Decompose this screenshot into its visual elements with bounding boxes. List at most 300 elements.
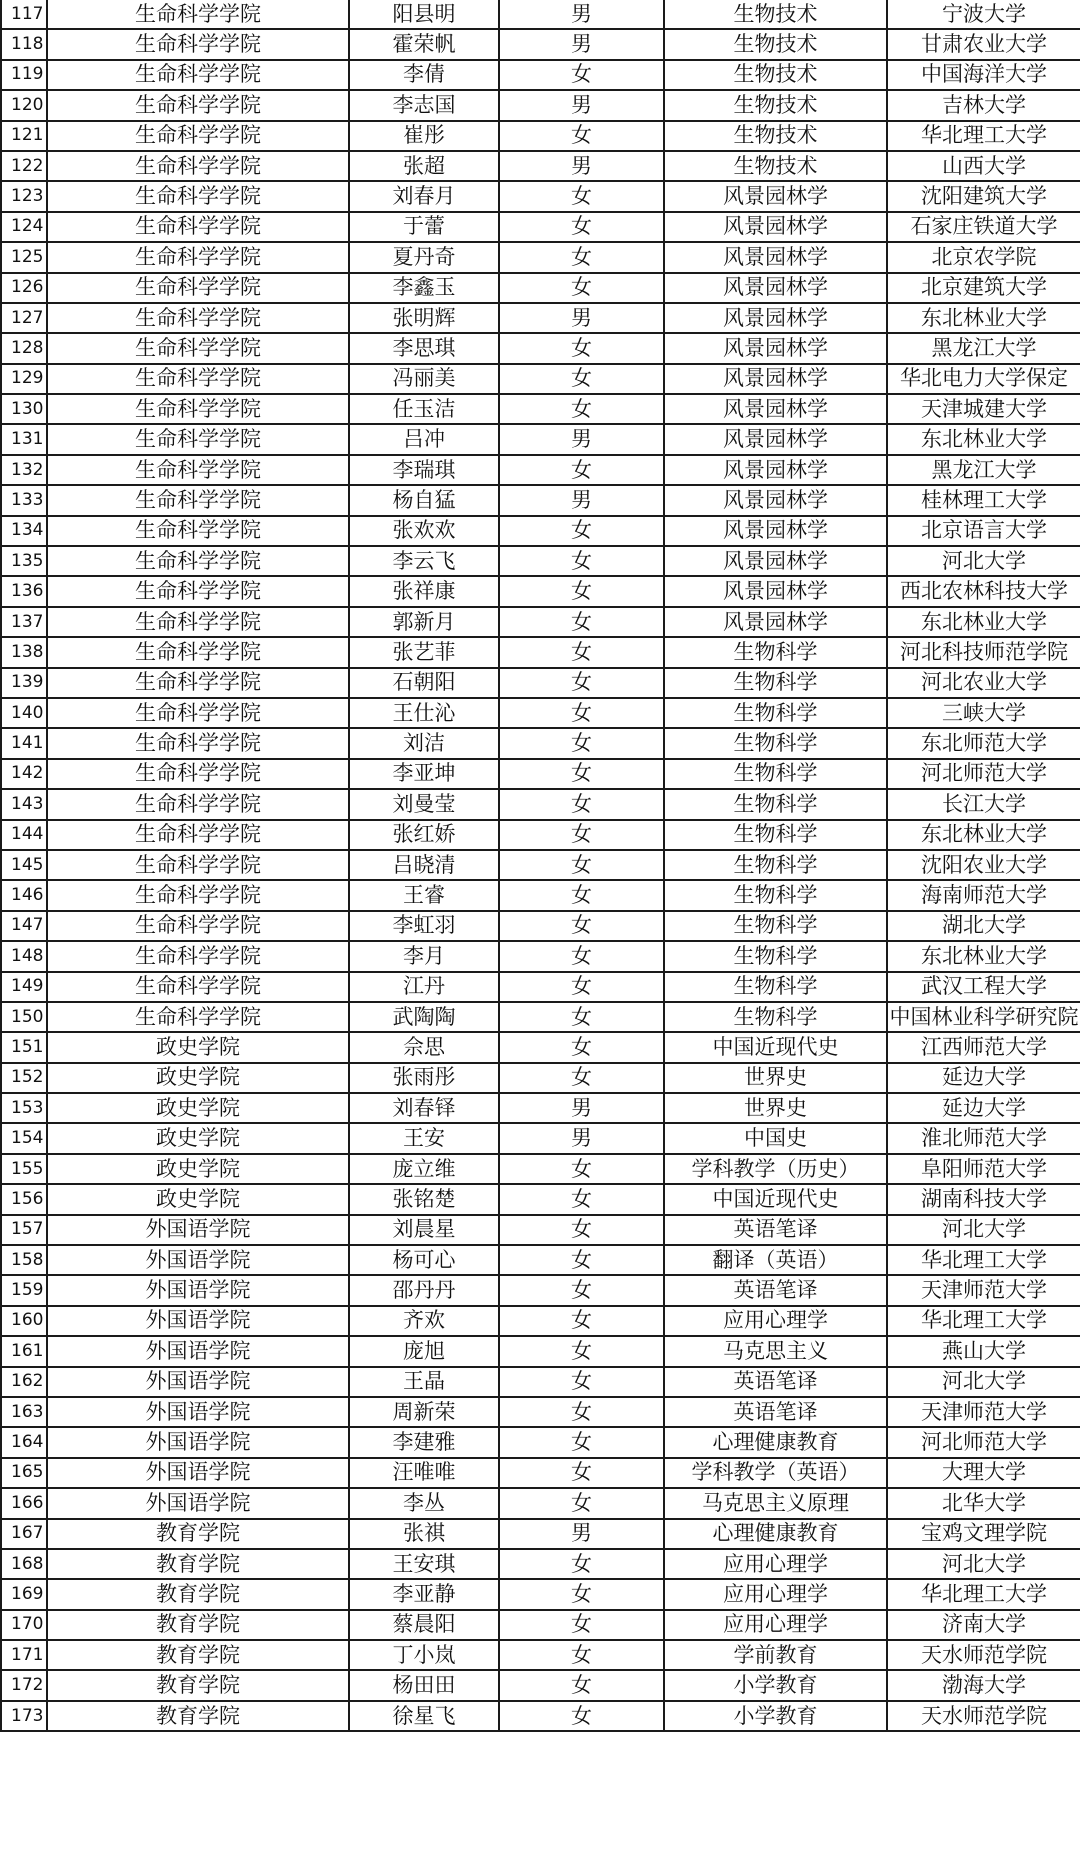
- student-name-cell: 李倩: [349, 60, 499, 90]
- school-cell: 山西大学: [887, 151, 1080, 181]
- row-number: 170: [1, 1610, 47, 1640]
- major-cell: 风景园林学: [664, 424, 887, 454]
- school-cell: 北京语言大学: [887, 516, 1080, 546]
- student-name-cell: 李丛: [349, 1488, 499, 1518]
- major-cell: 生物技术: [664, 90, 887, 120]
- college-cell: 政史学院: [47, 1063, 349, 1093]
- major-cell: 世界史: [664, 1063, 887, 1093]
- table-row: [1, 546, 1080, 576]
- college-cell: 政史学院: [47, 1032, 349, 1062]
- table-row: [1, 1640, 1080, 1670]
- row-number: 135: [1, 546, 47, 576]
- college-cell: 教育学院: [47, 1701, 349, 1731]
- school-cell: 华北理工大学: [887, 1245, 1080, 1275]
- gender-cell: 女: [499, 607, 664, 637]
- row-number: 155: [1, 1154, 47, 1184]
- row-number: 169: [1, 1579, 47, 1609]
- major-cell: 生物技术: [664, 29, 887, 59]
- student-name-cell: 阳县明: [349, 0, 499, 29]
- school-cell: 北华大学: [887, 1488, 1080, 1518]
- student-name-cell: 王安: [349, 1123, 499, 1153]
- row-number: 121: [1, 121, 47, 151]
- student-name-cell: 冯丽美: [349, 364, 499, 394]
- student-name-cell: 李亚坤: [349, 759, 499, 789]
- college-cell: 教育学院: [47, 1579, 349, 1609]
- gender-cell: 女: [499, 759, 664, 789]
- school-cell: 河北师范大学: [887, 1427, 1080, 1457]
- student-name-cell: 李云飞: [349, 546, 499, 576]
- table-row: [1, 1336, 1080, 1366]
- student-name-cell: 庞旭: [349, 1336, 499, 1366]
- major-cell: 世界史: [664, 1093, 887, 1123]
- major-cell: 中国近现代史: [664, 1184, 887, 1214]
- gender-cell: 女: [499, 1427, 664, 1457]
- major-cell: 心理健康教育: [664, 1519, 887, 1549]
- row-number: 150: [1, 1002, 47, 1032]
- school-cell: 燕山大学: [887, 1336, 1080, 1366]
- row-number: 143: [1, 789, 47, 819]
- school-cell: 华北理工大学: [887, 1579, 1080, 1609]
- student-name-cell: 周新荣: [349, 1397, 499, 1427]
- major-cell: 英语笔译: [664, 1215, 887, 1245]
- major-cell: 风景园林学: [664, 455, 887, 485]
- major-cell: 生物科学: [664, 759, 887, 789]
- table-row: [1, 60, 1080, 90]
- student-name-cell: 齐欢: [349, 1306, 499, 1336]
- gender-cell: 女: [499, 121, 664, 151]
- gender-cell: 女: [499, 1306, 664, 1336]
- school-cell: 东北林业大学: [887, 941, 1080, 971]
- row-number: 140: [1, 698, 47, 728]
- row-number: 166: [1, 1488, 47, 1518]
- school-cell: 大理大学: [887, 1458, 1080, 1488]
- school-cell: 华北理工大学: [887, 121, 1080, 151]
- student-name-cell: 郭新月: [349, 607, 499, 637]
- college-cell: 生命科学学院: [47, 364, 349, 394]
- major-cell: 学科教学（历史）: [664, 1154, 887, 1184]
- student-name-cell: 吕晓清: [349, 850, 499, 880]
- student-name-cell: 张超: [349, 151, 499, 181]
- major-cell: 应用心理学: [664, 1306, 887, 1336]
- gender-cell: 女: [499, 789, 664, 819]
- row-number: 123: [1, 181, 47, 211]
- row-number: 131: [1, 424, 47, 454]
- student-name-cell: 杨可心: [349, 1245, 499, 1275]
- college-cell: 生命科学学院: [47, 576, 349, 606]
- school-cell: 长江大学: [887, 789, 1080, 819]
- gender-cell: 男: [499, 485, 664, 515]
- student-name-cell: 石朝阳: [349, 668, 499, 698]
- college-cell: 政史学院: [47, 1123, 349, 1153]
- college-cell: 政史学院: [47, 1093, 349, 1123]
- row-number: 157: [1, 1215, 47, 1245]
- row-number: 164: [1, 1427, 47, 1457]
- table-row: [1, 1549, 1080, 1579]
- row-number: 125: [1, 242, 47, 272]
- row-number: 146: [1, 880, 47, 910]
- major-cell: 风景园林学: [664, 242, 887, 272]
- row-number: 128: [1, 333, 47, 363]
- school-cell: 江西师范大学: [887, 1032, 1080, 1062]
- table-row: [1, 1245, 1080, 1275]
- college-cell: 生命科学学院: [47, 789, 349, 819]
- row-number: 138: [1, 637, 47, 667]
- college-cell: 生命科学学院: [47, 637, 349, 667]
- table-row: [1, 1306, 1080, 1336]
- college-cell: 生命科学学院: [47, 0, 349, 29]
- gender-cell: 女: [499, 1032, 664, 1062]
- row-number: 120: [1, 90, 47, 120]
- student-name-cell: 佘思: [349, 1032, 499, 1062]
- student-name-cell: 李思琪: [349, 333, 499, 363]
- major-cell: 应用心理学: [664, 1549, 887, 1579]
- row-number: 133: [1, 485, 47, 515]
- student-name-cell: 李虹羽: [349, 911, 499, 941]
- table-row: [1, 1519, 1080, 1549]
- major-cell: 应用心理学: [664, 1610, 887, 1640]
- major-cell: 风景园林学: [664, 212, 887, 242]
- table-row: [1, 941, 1080, 971]
- row-number: 130: [1, 394, 47, 424]
- gender-cell: 女: [499, 1002, 664, 1032]
- table-row: [1, 1184, 1080, 1214]
- school-cell: 河北大学: [887, 1215, 1080, 1245]
- major-cell: 生物科学: [664, 728, 887, 758]
- student-name-cell: 王仕沁: [349, 698, 499, 728]
- school-cell: 河北农业大学: [887, 668, 1080, 698]
- college-cell: 外国语学院: [47, 1397, 349, 1427]
- table-row: [1, 1670, 1080, 1700]
- table-row: [1, 1488, 1080, 1518]
- major-cell: 风景园林学: [664, 273, 887, 303]
- college-cell: 生命科学学院: [47, 455, 349, 485]
- table-row: [1, 1701, 1080, 1731]
- college-cell: 生命科学学院: [47, 972, 349, 1002]
- table-row: [1, 1002, 1080, 1032]
- row-number: 148: [1, 941, 47, 971]
- major-cell: 生物技术: [664, 60, 887, 90]
- table-row: [1, 1032, 1080, 1062]
- table-row: [1, 789, 1080, 819]
- row-number: 118: [1, 29, 47, 59]
- row-number: 132: [1, 455, 47, 485]
- gender-cell: 男: [499, 1519, 664, 1549]
- major-cell: 生物科学: [664, 698, 887, 728]
- school-cell: 宝鸡文理学院: [887, 1519, 1080, 1549]
- college-cell: 外国语学院: [47, 1275, 349, 1305]
- gender-cell: 男: [499, 151, 664, 181]
- gender-cell: 女: [499, 181, 664, 211]
- gender-cell: 女: [499, 941, 664, 971]
- school-cell: 东北林业大学: [887, 424, 1080, 454]
- college-cell: 生命科学学院: [47, 668, 349, 698]
- student-name-cell: 张铭楚: [349, 1184, 499, 1214]
- gender-cell: 女: [499, 455, 664, 485]
- major-cell: 学科教学（英语）: [664, 1458, 887, 1488]
- school-cell: 天水师范学院: [887, 1701, 1080, 1731]
- gender-cell: 女: [499, 1215, 664, 1245]
- student-name-cell: 王睿: [349, 880, 499, 910]
- table-row: [1, 394, 1080, 424]
- school-cell: 桂林理工大学: [887, 485, 1080, 515]
- college-cell: 外国语学院: [47, 1427, 349, 1457]
- row-number: 126: [1, 273, 47, 303]
- gender-cell: 女: [499, 242, 664, 272]
- row-number: 149: [1, 972, 47, 1002]
- student-name-cell: 刘洁: [349, 728, 499, 758]
- table-row: [1, 911, 1080, 941]
- student-name-cell: 吕冲: [349, 424, 499, 454]
- table-row: [1, 1093, 1080, 1123]
- row-number: 159: [1, 1275, 47, 1305]
- gender-cell: 女: [499, 1488, 664, 1518]
- gender-cell: 女: [499, 698, 664, 728]
- college-cell: 教育学院: [47, 1640, 349, 1670]
- major-cell: 中国史: [664, 1123, 887, 1153]
- table-row: [1, 637, 1080, 667]
- table-row: [1, 1063, 1080, 1093]
- table-row: [1, 698, 1080, 728]
- college-cell: 生命科学学院: [47, 29, 349, 59]
- school-cell: 东北林业大学: [887, 607, 1080, 637]
- table-row: [1, 820, 1080, 850]
- gender-cell: 男: [499, 424, 664, 454]
- gender-cell: 女: [499, 820, 664, 850]
- gender-cell: 女: [499, 728, 664, 758]
- college-cell: 生命科学学院: [47, 485, 349, 515]
- college-cell: 教育学院: [47, 1610, 349, 1640]
- table-row: [1, 1427, 1080, 1457]
- major-cell: 生物科学: [664, 972, 887, 1002]
- major-cell: 风景园林学: [664, 394, 887, 424]
- college-cell: 外国语学院: [47, 1215, 349, 1245]
- major-cell: 生物技术: [664, 0, 887, 29]
- college-cell: 政史学院: [47, 1184, 349, 1214]
- table-row: [1, 0, 1080, 29]
- college-cell: 外国语学院: [47, 1458, 349, 1488]
- row-number: 167: [1, 1519, 47, 1549]
- row-number: 117: [1, 0, 47, 29]
- gender-cell: 女: [499, 668, 664, 698]
- row-number: 173: [1, 1701, 47, 1731]
- college-cell: 教育学院: [47, 1519, 349, 1549]
- school-cell: 天津师范大学: [887, 1275, 1080, 1305]
- table-row: [1, 850, 1080, 880]
- school-cell: 河北大学: [887, 546, 1080, 576]
- college-cell: 外国语学院: [47, 1336, 349, 1366]
- table-row: [1, 364, 1080, 394]
- major-cell: 马克思主义原理: [664, 1488, 887, 1518]
- school-cell: 河北科技师范学院: [887, 637, 1080, 667]
- row-number: 153: [1, 1093, 47, 1123]
- gender-cell: 女: [499, 273, 664, 303]
- gender-cell: 女: [499, 212, 664, 242]
- major-cell: 风景园林学: [664, 516, 887, 546]
- table-row: [1, 333, 1080, 363]
- table-row: [1, 728, 1080, 758]
- school-cell: 东北林业大学: [887, 820, 1080, 850]
- table-row: [1, 1397, 1080, 1427]
- student-name-cell: 刘春铎: [349, 1093, 499, 1123]
- table-row: [1, 181, 1080, 211]
- student-name-cell: 张明辉: [349, 303, 499, 333]
- gender-cell: 女: [499, 60, 664, 90]
- student-name-cell: 霍荣帆: [349, 29, 499, 59]
- school-cell: 黑龙江大学: [887, 455, 1080, 485]
- major-cell: 小学教育: [664, 1670, 887, 1700]
- school-cell: 天津城建大学: [887, 394, 1080, 424]
- school-cell: 河北大学: [887, 1367, 1080, 1397]
- college-cell: 生命科学学院: [47, 880, 349, 910]
- major-cell: 风景园林学: [664, 546, 887, 576]
- school-cell: 中国海洋大学: [887, 60, 1080, 90]
- student-name-cell: 李建雅: [349, 1427, 499, 1457]
- gender-cell: 女: [499, 394, 664, 424]
- table-row: [1, 1458, 1080, 1488]
- gender-cell: 女: [499, 546, 664, 576]
- gender-cell: 女: [499, 637, 664, 667]
- school-cell: 黑龙江大学: [887, 333, 1080, 363]
- school-cell: 石家庄铁道大学: [887, 212, 1080, 242]
- table-row: [1, 1154, 1080, 1184]
- college-cell: 生命科学学院: [47, 546, 349, 576]
- table-row: [1, 880, 1080, 910]
- major-cell: 马克思主义: [664, 1336, 887, 1366]
- major-cell: 生物科学: [664, 941, 887, 971]
- student-name-cell: 张雨彤: [349, 1063, 499, 1093]
- college-cell: 政史学院: [47, 1154, 349, 1184]
- school-cell: 宁波大学: [887, 0, 1080, 29]
- school-cell: 延边大学: [887, 1063, 1080, 1093]
- gender-cell: 女: [499, 1336, 664, 1366]
- major-cell: 风景园林学: [664, 485, 887, 515]
- school-cell: 济南大学: [887, 1610, 1080, 1640]
- college-cell: 生命科学学院: [47, 759, 349, 789]
- table-body: [1, 0, 1080, 1731]
- row-number: 172: [1, 1670, 47, 1700]
- school-cell: 东北林业大学: [887, 303, 1080, 333]
- major-cell: 风景园林学: [664, 607, 887, 637]
- row-number: 154: [1, 1123, 47, 1153]
- college-cell: 生命科学学院: [47, 273, 349, 303]
- school-cell: 湖北大学: [887, 911, 1080, 941]
- row-number: 141: [1, 728, 47, 758]
- student-name-cell: 刘晨星: [349, 1215, 499, 1245]
- college-cell: 生命科学学院: [47, 424, 349, 454]
- student-name-cell: 张祥康: [349, 576, 499, 606]
- school-cell: 天水师范学院: [887, 1640, 1080, 1670]
- table-row: [1, 972, 1080, 1002]
- table-row: [1, 607, 1080, 637]
- school-cell: 河北大学: [887, 1549, 1080, 1579]
- gender-cell: 女: [499, 880, 664, 910]
- row-number: 162: [1, 1367, 47, 1397]
- college-cell: 外国语学院: [47, 1488, 349, 1518]
- gender-cell: 男: [499, 303, 664, 333]
- school-cell: 华北理工大学: [887, 1306, 1080, 1336]
- gender-cell: 女: [499, 516, 664, 546]
- school-cell: 东北师范大学: [887, 728, 1080, 758]
- major-cell: 英语笔译: [664, 1397, 887, 1427]
- school-cell: 中国林业科学研究院: [887, 1002, 1080, 1032]
- college-cell: 生命科学学院: [47, 181, 349, 211]
- major-cell: 英语笔译: [664, 1367, 887, 1397]
- student-name-cell: 刘曼莹: [349, 789, 499, 819]
- gender-cell: 女: [499, 1063, 664, 1093]
- gender-cell: 女: [499, 1670, 664, 1700]
- major-cell: 心理健康教育: [664, 1427, 887, 1457]
- college-cell: 生命科学学院: [47, 60, 349, 90]
- student-name-cell: 庞立维: [349, 1154, 499, 1184]
- gender-cell: 女: [499, 850, 664, 880]
- table-row: [1, 485, 1080, 515]
- table-row: [1, 1215, 1080, 1245]
- table-row: [1, 1275, 1080, 1305]
- student-name-cell: 崔彤: [349, 121, 499, 151]
- major-cell: 生物科学: [664, 880, 887, 910]
- major-cell: 学前教育: [664, 1640, 887, 1670]
- major-cell: 生物科学: [664, 1002, 887, 1032]
- row-number: 124: [1, 212, 47, 242]
- gender-cell: 男: [499, 1093, 664, 1123]
- row-number: 134: [1, 516, 47, 546]
- student-name-cell: 汪唯唯: [349, 1458, 499, 1488]
- college-cell: 教育学院: [47, 1670, 349, 1700]
- table-row: [1, 151, 1080, 181]
- row-number: 156: [1, 1184, 47, 1214]
- major-cell: 生物科学: [664, 850, 887, 880]
- table-row: [1, 303, 1080, 333]
- student-name-cell: 邵丹丹: [349, 1275, 499, 1305]
- gender-cell: 女: [499, 972, 664, 1002]
- school-cell: 三峡大学: [887, 698, 1080, 728]
- school-cell: 北京农学院: [887, 242, 1080, 272]
- school-cell: 阜阳师范大学: [887, 1154, 1080, 1184]
- student-name-cell: 任玉洁: [349, 394, 499, 424]
- school-cell: 北京建筑大学: [887, 273, 1080, 303]
- college-cell: 生命科学学院: [47, 941, 349, 971]
- college-cell: 外国语学院: [47, 1245, 349, 1275]
- row-number: 160: [1, 1306, 47, 1336]
- student-name-cell: 张红娇: [349, 820, 499, 850]
- row-number: 139: [1, 668, 47, 698]
- gender-cell: 女: [499, 1184, 664, 1214]
- school-cell: 吉林大学: [887, 90, 1080, 120]
- student-name-cell: 武陶陶: [349, 1002, 499, 1032]
- college-cell: 生命科学学院: [47, 151, 349, 181]
- college-cell: 生命科学学院: [47, 212, 349, 242]
- college-cell: 生命科学学院: [47, 242, 349, 272]
- major-cell: 风景园林学: [664, 303, 887, 333]
- student-name-cell: 李亚静: [349, 1579, 499, 1609]
- college-cell: 生命科学学院: [47, 516, 349, 546]
- table-row: [1, 668, 1080, 698]
- row-number: 158: [1, 1245, 47, 1275]
- major-cell: 生物科学: [664, 668, 887, 698]
- major-cell: 小学教育: [664, 1701, 887, 1731]
- school-cell: 甘肃农业大学: [887, 29, 1080, 59]
- row-number: 163: [1, 1397, 47, 1427]
- row-number: 145: [1, 850, 47, 880]
- college-cell: 生命科学学院: [47, 820, 349, 850]
- student-name-cell: 王安琪: [349, 1549, 499, 1579]
- row-number: 137: [1, 607, 47, 637]
- school-cell: 沈阳建筑大学: [887, 181, 1080, 211]
- row-number: 147: [1, 911, 47, 941]
- student-name-cell: 刘春月: [349, 181, 499, 211]
- table-row: [1, 1123, 1080, 1153]
- table-row: [1, 424, 1080, 454]
